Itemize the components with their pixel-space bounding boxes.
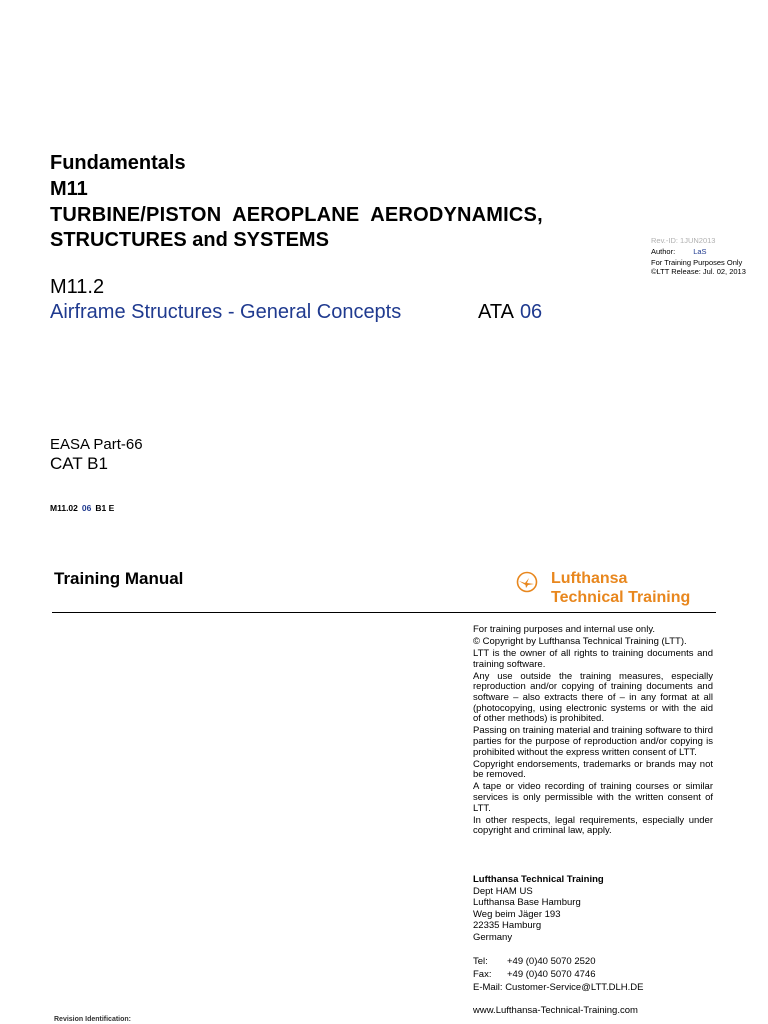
revision-author — [651, 247, 707, 257]
training-manual-label: Training Manual — [54, 569, 184, 588]
code-middle: 06 — [81, 503, 92, 513]
legal-paragraph: Copyright endorsements, trademarks or brands may not be removed. — [473, 758, 713, 781]
legal-paragraph: © Copyright by Lufthansa Technical Training (LTT). — [473, 636, 687, 648]
crane-icon — [516, 571, 538, 593]
address-country: Germany — [473, 931, 513, 943]
legal-notice — [473, 625, 713, 838]
document-code — [50, 503, 114, 513]
module-number: M11 — [50, 178, 88, 200]
address-city: 22335 Hamburg — [473, 920, 542, 931]
email-row: E-Mail: Customer-Service@LTT.DLH.DE — [473, 982, 644, 993]
author-label: Author: — [651, 247, 676, 256]
divider — [52, 612, 716, 613]
easa-part: EASA Part-66 — [50, 436, 143, 453]
website-link[interactable]: www.Lufthansa-Technical-Training.com — [473, 1005, 638, 1016]
address-block — [473, 874, 713, 943]
ata-reference — [478, 301, 542, 324]
company-name: Lufthansa Technical Training — [473, 874, 604, 885]
logo-line2: Technical Training — [551, 589, 691, 606]
legal-paragraph: LTT is the owner of all rights to training documents and training software. — [473, 648, 713, 670]
address-base: Lufthansa Base Hamburg — [473, 897, 581, 908]
revision-identification: Revision Identification: — [54, 1016, 132, 1023]
legal-paragraph: A tape or video recording of training courses or similar services is only permissible with the written consent of LTT. — [473, 781, 713, 814]
title-fundamentals: Fundamentals — [50, 152, 186, 174]
address-dept: Dept HAM US — [473, 885, 533, 897]
address-street: Weg beim Jäger 193 — [473, 908, 561, 920]
legal-paragraph: For training purposes and internal use only. — [473, 624, 656, 635]
legal-paragraph: Any use outside the training measures, especially reproduction and/or copying of training documents and software – also extracts there of – in any format at all (photocopying, using electronic systems or with the aid of other methods) is prohibited. — [473, 670, 713, 725]
fax-label: Fax: — [473, 969, 492, 980]
ata-label: ATA — [478, 301, 514, 323]
fax-row — [473, 968, 643, 981]
lufthansa-logo — [516, 569, 716, 609]
code-prefix: M11.02 — [50, 503, 78, 513]
ata-number: 06 — [519, 301, 543, 323]
module-title-line2: STRUCTURES and SYSTEMS — [50, 229, 329, 251]
revision-release: ©LTT Release: Jul. 02, 2013 — [651, 267, 746, 276]
module-title-line1: TURBINE/PISTON AEROPLANE AERODYNAMICS, — [50, 204, 543, 226]
author-value: LaS — [693, 247, 707, 256]
category: CAT B1 — [50, 454, 108, 473]
revision-purpose: For Training Purposes Only — [651, 258, 743, 267]
submodule-description: Airframe Structures - General Concepts — [50, 301, 402, 323]
submodule-code: M11.2 — [50, 276, 105, 298]
legal-paragraph: In other respects, legal requirements, especially under copyright and criminal law, apply. — [473, 814, 713, 837]
logo-line1: Lufthansa — [551, 570, 628, 587]
tel-label: Tel: — [473, 956, 488, 967]
legal-paragraph: Passing on training material and training software to third parties for the purpose of reproduction and/or copying is prohibited without the express written consent of LTT. — [473, 725, 713, 758]
code-suffix: B1 E — [95, 503, 115, 513]
tel-row — [473, 955, 643, 968]
fax-value: +49 (0)40 5070 4746 — [507, 969, 596, 980]
contact-block — [473, 955, 643, 994]
revision-id: Rev.-ID: 1JUN2013 — [651, 236, 716, 245]
tel-value: +49 (0)40 5070 2520 — [507, 956, 596, 967]
